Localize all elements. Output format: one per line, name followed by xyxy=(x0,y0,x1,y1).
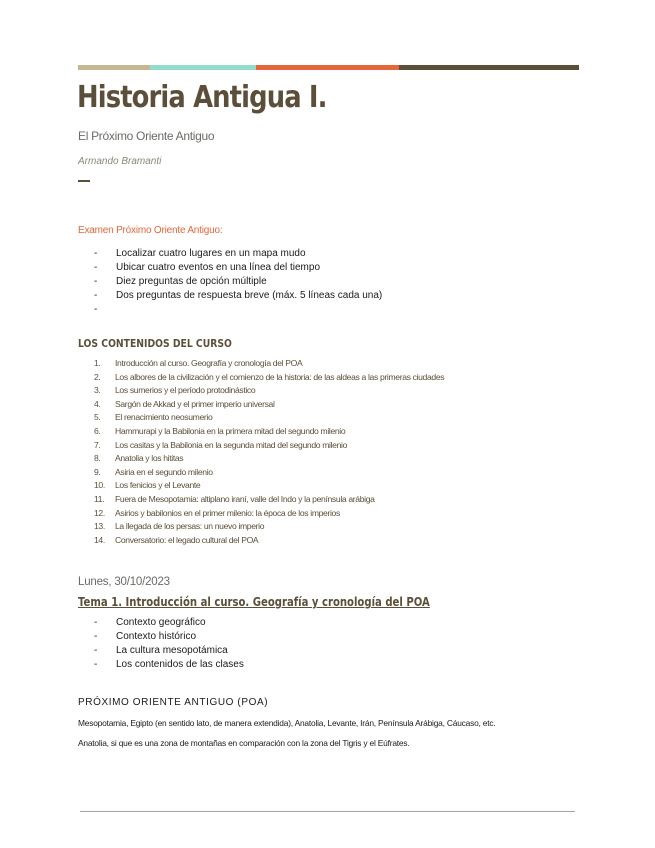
footer-divider xyxy=(80,811,575,812)
color-bar-segment-orange xyxy=(256,65,399,70)
dash-bullet: - xyxy=(94,248,98,259)
course-item-number: 9. xyxy=(94,466,101,477)
exam-list xyxy=(94,247,382,317)
exam-item-text: Diez preguntas de opción múltiple xyxy=(116,276,267,287)
course-item xyxy=(94,411,444,425)
dash-bullet: - xyxy=(94,617,98,628)
course-item xyxy=(94,479,444,493)
course-item-number: 12. xyxy=(94,507,105,518)
course-item-text: Los casitas y la Babilonia en la segunda mitad del segundo milenio xyxy=(115,439,348,450)
lesson-date: Lunes, 30/10/2023 xyxy=(78,576,170,588)
lesson-topic-text: Contexto histórico xyxy=(116,631,197,642)
course-item xyxy=(94,371,444,385)
dash-bullet: - xyxy=(94,276,98,287)
exam-list-item-empty xyxy=(94,303,382,317)
course-item-text: Asirios y babilonios en el primer milenio: la época de los imperios xyxy=(115,507,340,518)
exam-list-item xyxy=(94,289,382,303)
course-item-number: 1. xyxy=(94,358,101,368)
lesson-topic-item xyxy=(94,658,244,672)
exam-list-item xyxy=(94,275,382,289)
lesson-heading: Tema 1. Introducción al curso. Geografía y cronología del POA xyxy=(78,595,430,609)
dash-bullet: - xyxy=(94,290,98,301)
document-subtitle: El Próximo Oriente Antiguo xyxy=(78,129,215,143)
course-item-text: Hammurapi y la Babilonia en la primera mitad del segundo milenio xyxy=(115,425,346,436)
course-item xyxy=(94,439,444,453)
course-item xyxy=(94,452,444,466)
exam-heading: Examen Próximo Oriente Antiguo: xyxy=(78,225,223,236)
poa-paragraph-regions: Mesopotamia, Egipto (en sentido lato, de manera extendida), Anatolia, Levante, Irán, Península Arábiga, Cáucaso, etc. xyxy=(78,718,496,728)
course-item xyxy=(94,507,444,521)
lesson-topic-item xyxy=(94,644,244,658)
course-item xyxy=(94,466,444,480)
course-contents-heading: LOS CONTENIDOS DEL CURSO xyxy=(78,338,232,350)
course-item-text: Los fenicios y el Levante xyxy=(115,480,201,491)
exam-item-text: Dos preguntas de respuesta breve (máx. 5 líneas cada una) xyxy=(116,290,383,301)
course-item xyxy=(94,493,444,507)
dash-bullet: - xyxy=(94,304,98,315)
course-item-text: El renacimiento neosumerio xyxy=(115,412,213,423)
lesson-topic-text: La cultura mesopotámica xyxy=(116,645,228,656)
color-bar-segment-brown xyxy=(399,65,579,70)
course-item-text: Fuera de Mesopotamia: altiplano iraní, valle del Indo y la península arábiga xyxy=(115,493,375,504)
course-item-text: Introducción al curso. Geografía y cronología del POA xyxy=(115,358,303,368)
poa-heading: PRÓXIMO ORIENTE ANTIGUO (POA) xyxy=(78,697,269,708)
lesson-topic-item xyxy=(94,630,244,644)
course-contents-list xyxy=(94,357,444,547)
author-name: Armando Bramanti xyxy=(78,156,162,167)
course-item xyxy=(94,398,444,412)
course-item xyxy=(94,520,444,534)
course-item-number: 8. xyxy=(94,453,101,464)
course-item-number: 3. xyxy=(94,385,101,396)
lesson-topic-text: Los contenidos de las clases xyxy=(116,659,244,670)
course-item-text: Conversatorio: el legado cultural del POA xyxy=(115,534,259,545)
document-title: Historia Antigua I. xyxy=(77,80,327,115)
course-item-text: Anatolia y los hititas xyxy=(115,453,184,464)
exam-list-item xyxy=(94,247,382,261)
lesson-topic-item xyxy=(94,616,244,630)
course-item-number: 13. xyxy=(94,521,105,532)
dash-bullet: - xyxy=(94,262,98,273)
course-item-text: La llegada de los persas: un nuevo imperio xyxy=(115,521,265,532)
course-item-number: 7. xyxy=(94,439,101,450)
dash-bullet: - xyxy=(94,659,98,670)
exam-list-item xyxy=(94,261,382,275)
course-item-text: Los sumerios y el período protodinástico xyxy=(115,385,256,396)
exam-item-text: Ubicar cuatro eventos en una línea del tiempo xyxy=(116,262,321,273)
color-bar-segment-teal xyxy=(150,65,256,70)
color-bar-segment-tan xyxy=(78,65,150,70)
dash-bullet: - xyxy=(94,645,98,656)
decorative-color-bar xyxy=(78,65,579,70)
course-item-number: 4. xyxy=(94,398,101,409)
course-item-number: 6. xyxy=(94,425,101,436)
exam-item-text: Localizar cuatro lugares en un mapa mudo xyxy=(116,248,306,259)
course-item xyxy=(94,425,444,439)
course-item-number: 11. xyxy=(94,493,105,504)
title-underline-dash xyxy=(78,180,90,182)
course-item-number: 5. xyxy=(94,412,101,423)
course-item-number: 10. xyxy=(94,480,105,491)
course-item xyxy=(94,534,444,548)
lesson-topic-list xyxy=(94,616,244,672)
poa-paragraph-anatolia: Anatolia, si que es una zona de montañas en comparación con la zona del Tigris y el Eúfrates. xyxy=(78,738,410,748)
course-item xyxy=(94,384,444,398)
course-item-number: 14. xyxy=(94,534,105,545)
course-item-text: Los albores de la civilización y el comienzo de la historia: de las aldeas a las primeras ciudades xyxy=(115,371,445,382)
course-item-text: Asiria en el segundo milenio xyxy=(115,466,213,477)
lesson-topic-text: Contexto geográfico xyxy=(116,617,206,628)
course-item-number: 2. xyxy=(94,371,101,382)
course-item-text: Sargón de Akkad y el primer imperio universal xyxy=(115,398,275,409)
dash-bullet: - xyxy=(94,631,98,642)
course-item xyxy=(94,357,444,371)
